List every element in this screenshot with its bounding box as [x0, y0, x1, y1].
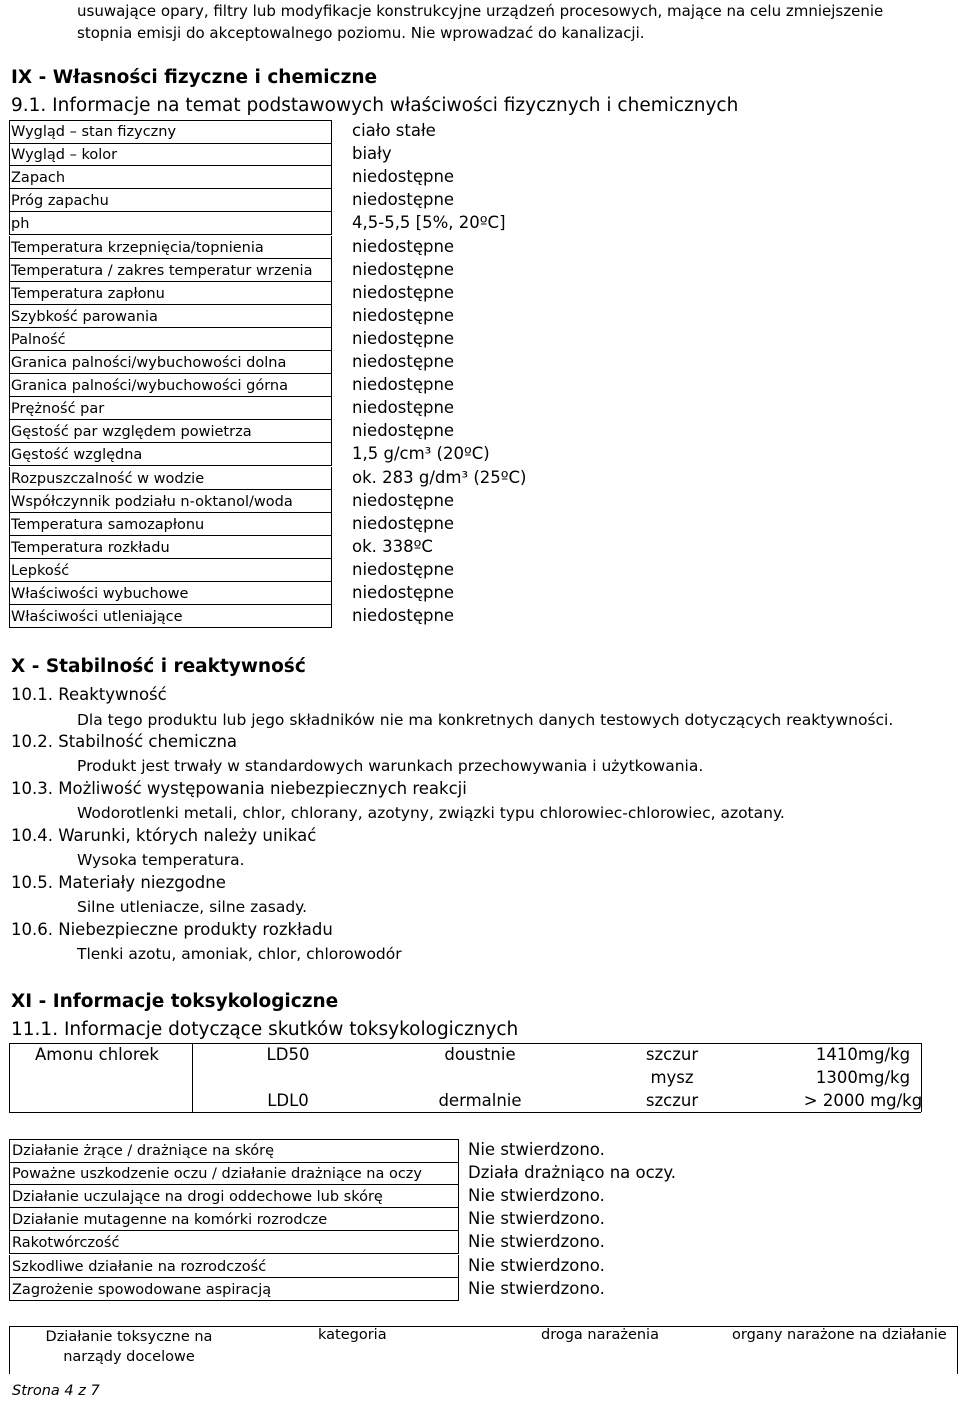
- item-heading: Warunki, których należy unikać: [58, 826, 317, 845]
- tox-cell-species: mysz: [650, 1068, 694, 1087]
- property-row: [11, 144, 531, 167]
- property-label: Temperatura zapłonu: [11, 285, 165, 302]
- property-label: Gęstość par względem powietrza: [11, 424, 252, 441]
- effect-value: Działa drażniąco na oczy.: [468, 1163, 676, 1183]
- effect-value: Nie stwierdzono.: [468, 1232, 605, 1252]
- section-9-1-subtitle: 9.1. Informacje na temat podstawowych właściwości fizycznych i chemicznych: [11, 95, 739, 116]
- intro-line: usuwające opary, filtry lub modyfikacje konstrukcyjne urządzeń procesowych, mające na celu zmniejszenie: [77, 2, 884, 20]
- section-10-item-heading: [11, 920, 333, 939]
- property-label: Właściwości wybuchowe: [11, 586, 189, 602]
- property-row: [11, 167, 531, 190]
- property-value: niedostępne: [352, 259, 455, 279]
- effect-row: [0, 1186, 960, 1209]
- tox-cell-value: 1410mg/kg: [815, 1045, 911, 1064]
- target-header-route: droga narażenia: [541, 1327, 659, 1343]
- target-header-effect: Działanie toksyczne na narządy docelowe: [45, 1329, 213, 1365]
- section-10-item-heading: [11, 732, 237, 751]
- property-row: [11, 375, 531, 398]
- property-row: [11, 121, 531, 144]
- property-label: Temperatura rozkładu: [11, 539, 170, 556]
- section-11-1-subtitle: 11.1. Informacje dotyczące skutków toksykologicznych: [11, 1019, 519, 1040]
- tox-cell-value: > 2000 mg/kg: [803, 1091, 923, 1110]
- property-value: ok. 283 g/dm³ (25ºC): [352, 467, 527, 487]
- property-row: [11, 444, 531, 467]
- property-label: Zapach: [11, 170, 66, 187]
- property-value: niedostępne: [352, 328, 455, 348]
- effect-row: [0, 1163, 960, 1186]
- effect-label: Rakotwórczość: [12, 1235, 120, 1252]
- property-value: niedostępne: [352, 282, 455, 302]
- property-row: [11, 421, 531, 444]
- item-number: 10.4.: [11, 826, 53, 845]
- property-label: Temperatura krzepnięcia/topnienia: [11, 239, 264, 256]
- section-10-item-heading: [11, 873, 226, 892]
- property-value: niedostępne: [352, 513, 455, 533]
- item-heading: Materiały niezgodne: [58, 873, 226, 892]
- property-value: niedostępne: [352, 167, 455, 187]
- property-label: ph: [11, 216, 30, 233]
- property-value: niedostępne: [352, 190, 455, 210]
- property-row: [11, 260, 531, 283]
- property-row: [11, 468, 531, 491]
- tox-cell-test: LD50: [266, 1045, 310, 1064]
- effect-value: Nie stwierdzono.: [468, 1278, 605, 1298]
- section-10-title: X - Stabilność i reaktywność: [11, 656, 306, 677]
- item-heading: Możliwość występowania niebezpiecznych reakcji: [58, 779, 467, 798]
- property-row: [11, 606, 531, 629]
- property-row: [11, 190, 531, 213]
- tox-row: [0, 1045, 960, 1068]
- property-row: [11, 537, 531, 560]
- effect-row: [0, 1256, 960, 1279]
- tox-row: [0, 1068, 960, 1091]
- effect-value: Nie stwierdzono.: [468, 1186, 605, 1206]
- item-number: 10.5.: [11, 873, 53, 892]
- table-rule: [9, 1043, 921, 1044]
- property-row: [11, 491, 531, 514]
- item-number: 10.1.: [11, 685, 53, 704]
- property-label: Lepkość: [11, 562, 70, 579]
- property-label: Wygląd – kolor: [11, 147, 118, 164]
- intro-line: stopnia emisji do akceptowalnego poziomu. Nie wprowadzać do kanalizacji.: [77, 24, 645, 42]
- section-10-item-heading: [11, 685, 167, 704]
- item-heading: Stabilność chemiczna: [58, 732, 238, 751]
- property-row: [11, 237, 531, 260]
- tox-cell-substance: Amonu chlorek: [35, 1045, 159, 1064]
- property-value: niedostępne: [352, 421, 455, 441]
- property-value: niedostępne: [352, 398, 455, 418]
- section-9-title: IX - Własności fizyczne i chemiczne: [11, 67, 378, 88]
- property-label: Próg zapachu: [11, 193, 109, 210]
- property-value: niedostępne: [352, 375, 455, 395]
- property-label: Współczynnik podziału n-oktanol/woda: [11, 493, 293, 510]
- item-heading: Reaktywność: [58, 685, 167, 704]
- effect-row: [0, 1140, 960, 1163]
- property-value: niedostępne: [352, 606, 455, 626]
- property-value: niedostępne: [352, 305, 455, 325]
- property-label: Palność: [11, 331, 66, 348]
- target-header-category: kategoria: [318, 1327, 387, 1343]
- property-row: [11, 283, 531, 306]
- property-value: niedostępne: [352, 490, 455, 510]
- property-value: 1,5 g/cm³ (20ºC): [352, 444, 490, 464]
- section-10-item-heading: [11, 779, 467, 798]
- effect-value: Nie stwierdzono.: [468, 1209, 605, 1229]
- item-number: 10.6.: [11, 920, 53, 939]
- property-value: ok. 338ºC: [352, 536, 433, 556]
- tox-cell-species: szczur: [645, 1091, 699, 1110]
- item-number: 10.2.: [11, 732, 53, 751]
- property-label: Wygląd – stan fizyczny: [11, 124, 177, 140]
- property-label: Gęstość względna: [11, 447, 143, 464]
- property-value: biały: [352, 144, 392, 164]
- tox-cell-test: LDL0: [267, 1091, 309, 1110]
- tox-cell-route: dermalnie: [438, 1091, 522, 1110]
- section-10-item-text: Wodorotlenki metali, chlor, chlorany, azotyny, związki typu chlorowiec-chlorowiec, azotany.: [77, 804, 785, 822]
- effect-label: Poważne uszkodzenie oczu / działanie drażniące na oczy: [12, 1166, 422, 1183]
- effect-label: Działanie żrące / drażniące na skórę: [12, 1143, 275, 1159]
- property-value: ciało stałe: [352, 121, 436, 140]
- property-label: Granica palności/wybuchowości dolna: [11, 355, 287, 371]
- tox-cell-species: szczur: [645, 1045, 699, 1064]
- property-row: [11, 514, 531, 537]
- property-label: Temperatura samozapłonu: [11, 516, 205, 533]
- section-10-item-heading: [11, 826, 316, 845]
- property-row: [11, 398, 531, 421]
- property-label: Szybkość parowania: [11, 308, 158, 325]
- property-value: niedostępne: [352, 236, 455, 256]
- property-row: [11, 352, 531, 375]
- effect-label: Działanie mutagenne na komórki rozrodcze: [12, 1212, 328, 1229]
- property-label: Rozpuszczalność w wodzie: [11, 470, 205, 487]
- property-row: [11, 583, 531, 606]
- tox-cell-value: 1300mg/kg: [815, 1068, 911, 1087]
- property-label: Właściwości utleniające: [11, 609, 183, 626]
- effect-row: [0, 1232, 960, 1255]
- property-value: niedostępne: [352, 559, 455, 579]
- property-value: 4,5-5,5 [5%, 20ºC]: [352, 213, 506, 233]
- effect-label: Zagrożenie spowodowane aspiracją: [12, 1281, 272, 1298]
- property-label: Temperatura / zakres temperatur wrzenia: [11, 262, 313, 279]
- section-10-item-text: Dla tego produktu lub jego składników nie ma konkretnych danych testowych dotyczących reaktywności.: [77, 711, 894, 729]
- section-10-item-text: Produkt jest trwały w standardowych warunkach przechowywania i użytkowania.: [77, 757, 704, 775]
- effect-value: Nie stwierdzono.: [468, 1255, 605, 1275]
- property-label: Prężność par: [11, 401, 105, 418]
- property-row: [11, 213, 531, 236]
- effect-value: Nie stwierdzono.: [468, 1140, 605, 1159]
- effect-row: [0, 1209, 960, 1232]
- property-row: [11, 306, 531, 329]
- tox-row: [0, 1091, 960, 1114]
- property-label: Granica palności/wybuchowości górna: [11, 378, 289, 395]
- property-row: [11, 560, 531, 583]
- section-11-title: XI - Informacje toksykologiczne: [11, 991, 339, 1012]
- item-heading: Niebezpieczne produkty rozkładu: [58, 920, 333, 939]
- section-10-item-text: Wysoka temperatura.: [77, 851, 245, 869]
- property-row: [11, 329, 531, 352]
- tox-cell-route: doustnie: [444, 1045, 516, 1064]
- property-value: niedostępne: [352, 583, 455, 602]
- item-number: 10.3.: [11, 779, 53, 798]
- property-value: niedostępne: [352, 352, 455, 371]
- effect-row: [0, 1279, 960, 1302]
- section-10-item-text: Silne utleniacze, silne zasady.: [77, 898, 308, 916]
- section-10-item-text: Tlenki azotu, amoniak, chlor, chlorowodór: [77, 945, 402, 963]
- effect-label: Działanie uczulające na drogi oddechowe lub skórę: [12, 1189, 383, 1206]
- effect-label: Szkodliwe działanie na rozrodczość: [12, 1258, 267, 1275]
- page-footer: Strona 4 z 7: [12, 1383, 100, 1399]
- target-organ-table: [9, 1326, 958, 1374]
- target-header-organs: organy narażone na działanie: [732, 1327, 947, 1343]
